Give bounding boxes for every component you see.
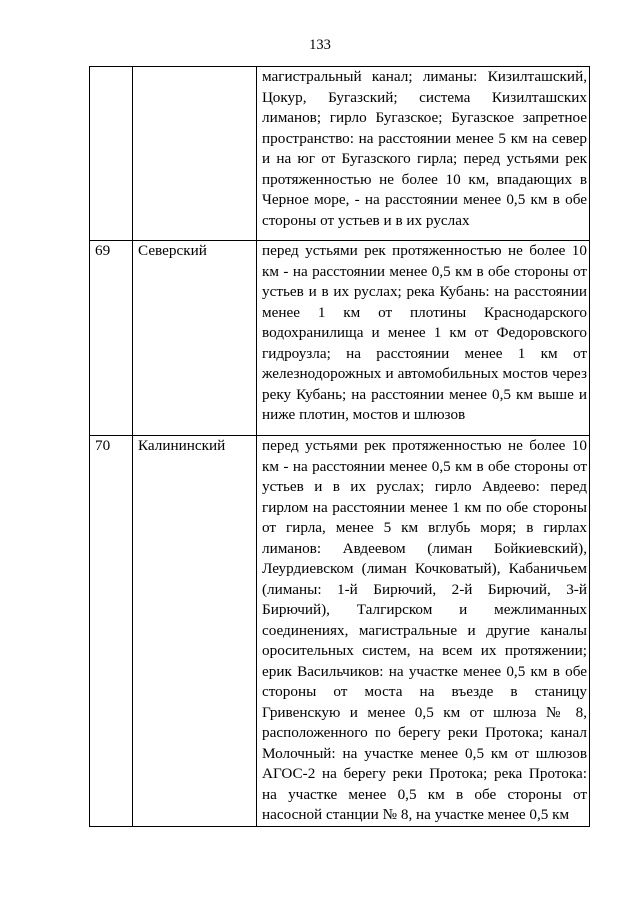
- row-number: 70: [90, 436, 133, 827]
- row-number: 69: [90, 241, 133, 436]
- table-row: [90, 436, 590, 827]
- restriction-description: магистральный канал; лиманы: Кизилташский, Цокур, Бугазский; система Кизилташских лиманов; гирло Бугазское; Бугазское запретное пространство: на расстоянии менее 5 км на север и на юг от Бугазского гирла; перед устьями рек протяженностью не более 10 км, впадающих в Черное море, - на расстоянии менее 0,5 км в обе стороны от устьев и в их руслах: [257, 67, 590, 241]
- restriction-description: перед устьями рек протяженностью не более 10 км - на расстоянии менее 0,5 км в обе стороны от устьев и в их руслах; река Кубань: на расстоянии менее 1 км от плотины Краснодарского водохранилища и менее 1 км от Федоровского гидроузла; на расстоянии менее 1 км от железнодорожных и автомобильных мостов через реку Кубань; на расстоянии менее 0,5 км выше и ниже плотин, мостов и шлюзов: [257, 241, 590, 436]
- row-number: [90, 67, 133, 241]
- page-number: 133: [309, 37, 331, 53]
- regulation-table: [89, 66, 590, 827]
- table-row: [90, 241, 590, 436]
- district-name: Калининский: [133, 436, 257, 827]
- district-name: Северский: [133, 241, 257, 436]
- restriction-description: перед устьями рек протяженностью не более 10 км - на расстоянии менее 0,5 км в обе стороны от устьев и в их руслах; гирло Авдеево: перед гирлом на расстоянии менее 1 км по обе стороны от гирла, менее 5 км вглубь моря; в гирлах лиманов: Авдеевом (лиман Бойкиевский), Леурдиевском (лиман Кочковатый), Кабаничьем (лиманы: 1-й Бирючий, 2-й Бирючий, 3-й Бирючий), Талгирском и межлиманных соединениях, магистральные и другие каналы оросительных систем, на всем их протяжении; ерик Васильчиков: на участке менее 0,5 км в обе стороны от моста на въезде в станицу Гривенскую и менее 0,5 км от шлюза № 8, расположенного по берегу реки Протока; канал Молочный: на участке менее 0,5 км от шлюзов АГОС-2 на берегу реки Протока; река Протока: на участке менее 0,5 км в обе стороны от насосной станции № 8, на участке менее 0,5 км: [257, 436, 590, 827]
- table-row: [90, 67, 590, 241]
- district-name: [133, 67, 257, 241]
